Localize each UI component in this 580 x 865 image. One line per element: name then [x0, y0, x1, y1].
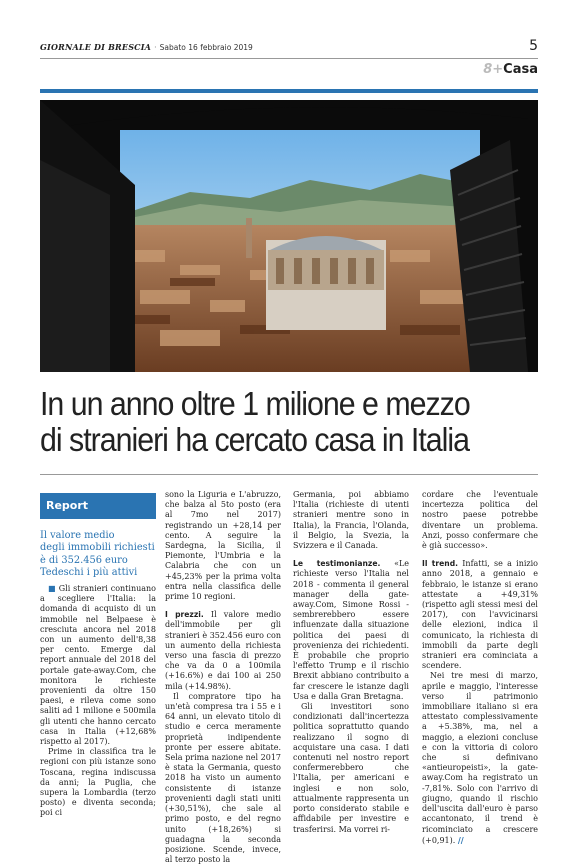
subheading — [40, 530, 158, 579]
trend-lead: Il trend. — [422, 559, 459, 569]
testimonials-lead: Le testimonianze. — [293, 559, 381, 569]
bullet-icon: ■ — [48, 584, 59, 593]
col4-paragraph-1: cordare che l'eventuale incertezza politica del nostro paese potrebbe diventare un problema. Anzi, posso confermare che è già successo». — [422, 490, 538, 551]
separator-dot: · — [154, 43, 157, 52]
col4-p2-text: Infatti, se a inizio anno 2018, a gennaio e febbraio, le istanze si erano attestate a +49,31% (rispetto agli stessi mesi del 2017), con l'avvicinarsi delle elezioni, indica il comunicato, la richiesta di immobili da parte degli stranieri era cominciata a scendere. — [422, 559, 538, 671]
col2-paragraph-2 — [165, 610, 281, 692]
headline-line-2: di stranieri ha cercato casa in Italia — [40, 421, 469, 458]
subheading-line-1: Il valore medio — [40, 530, 115, 541]
col3-paragraph-2 — [293, 559, 409, 702]
subheading-line-3: è di 352.456 euro — [40, 554, 128, 566]
page-number: 5 — [529, 38, 538, 54]
col2-p2-text: Il valore medio dell'immobile per gli stranieri è 352.456 euro con un aumento della richiesta verso una fascia di prezzo che va da 0 a 100mila (+16.6%) e dai 100 ai 250 mila (+14.98%). — [165, 610, 281, 691]
col3-p2-text: «Le richieste verso l'Italia nel 2018 - commenta il general manager della gate-away.Com, Simone Rossi - sembrerebbero essere influenzate dalla situazione politica dei paesi di provenienza dei richiedenti. È probabile che proprio l'effetto Trump e il rischio Brexit abbiano contribuito a far crescere le istanze dagli Usa e dalla Gran Bretagna. — [293, 559, 410, 701]
col1-paragraph-2: Prime in classifica tra le regioni con più istanze sono Toscana, regina indiscussa da anni; la Puglia, che supera la Lombardia (terzo posto) e diventa seconda; poi ci — [40, 747, 156, 818]
end-mark: // — [457, 834, 464, 845]
col4-paragraph-2 — [422, 559, 538, 671]
col3-paragraph-1: Germania, poi abbiamo l'Italia (richieste di utenti stranieri mentre sono in Italia), la Francia, l'Olanda, il Belgio, la Svezia, la Svizzera e il Canada. — [293, 490, 409, 551]
col1-paragraph-1 — [40, 584, 156, 747]
col2-paragraph-1: sono la Liguria e L'abruzzo, che balza al 5to posto (era al 7mo nel 2017) registrando un +28,14 per cento. A seguire la Sardegna, la Sicilia, il Piemonte, l'Umbria e la Calabria che con un +45,23% per la prima volta entra nella classifica delle prime 10 regioni. — [165, 490, 281, 602]
col1-p1-text: Gli stranieri continuano a scegliere l'Italia: la domanda di acquisto di un immobile nel Belpaese è cresciuta ancora nel 2018 con un aumento dell'8,38 per cento. Emerge dal report annuale del 2018 del portale gate-away.Com, che monitora le richieste provenienti da oltre 150 paesi, e rileva come sono saliti ad 1 milione e 500mila gli utenti che hanno cercato casa in Italia (+12,68% rispetto al 2017). — [40, 584, 156, 747]
article-column-4 — [422, 490, 538, 846]
headline-line-1: In un anno oltre 1 milione e mezzo — [40, 385, 470, 422]
col3-paragraph-3: Gli investitori sono condizionati dall'incertezza politica soprattutto quando realizzano il sogno di acquistare una casa. I dati contenuti nel nostro report confermerebbero che l'Italia, per americani e inglesi e non solo, attualmente rappresenta un porto considerato stabile e affidabile per investire e trasferirsi. Ma vorrei ri- — [293, 702, 409, 834]
city-photo — [40, 100, 538, 372]
headline — [40, 386, 500, 458]
header-rule — [40, 58, 538, 59]
col2-paragraph-3: Il compratore tipo ha un'età compresa tra i 55 e i 64 anni, un elevato titolo di studio e cerca meramente proprietà indipendente pronte per essere abitate. Sela prima nazione nel 2017 è stata la Germania, questo 2018 ha visto un aumento consistente di istanze provenienti dagli stati uniti (+30,51%), che sale al primo posto, e del regno unito (+18,26%) si guadagna la seconda posizione. Scende, invece, al terzo posto la — [165, 691, 281, 865]
headline-rule — [40, 474, 538, 475]
subheading-line-4: Tedeschi i più attivi — [40, 566, 138, 578]
section-number: 8+ — [483, 62, 504, 77]
article-column-2 — [165, 490, 281, 865]
page-header — [40, 38, 538, 56]
report-label-box: Report — [40, 493, 156, 519]
subheading-line-2: degli immobili richiesti — [40, 542, 155, 554]
section-label — [483, 62, 538, 77]
section-name: Casa — [503, 62, 538, 77]
section-bar — [40, 89, 538, 93]
article-column-3 — [293, 490, 409, 835]
newspaper-name: GIORNALE DI BRESCIA — [40, 42, 152, 52]
col4-paragraph-3 — [422, 671, 538, 845]
article-column-1 — [40, 584, 156, 819]
prices-lead: I prezzi. — [165, 610, 204, 620]
col4-p3-text: Nei tre mesi di marzo, aprile e maggio, l'interesse verso il patrimonio immobiliare italiano si era attestato complessivamente a +5.38%, ma, nel a maggio, a elezioni concluse e con la vittoria di coloro che si definivano «antieuropeisti», la gate-away.Com ha registrato un -7,81%. Solo con l'arrivo di giugno, quando il rischio dell'uscita dall'euro è parso accantonato, il trend è ricominciato a crescere (+0,91). — [422, 671, 538, 845]
issue-date: Sabato 16 febbraio 2019 — [159, 43, 253, 52]
